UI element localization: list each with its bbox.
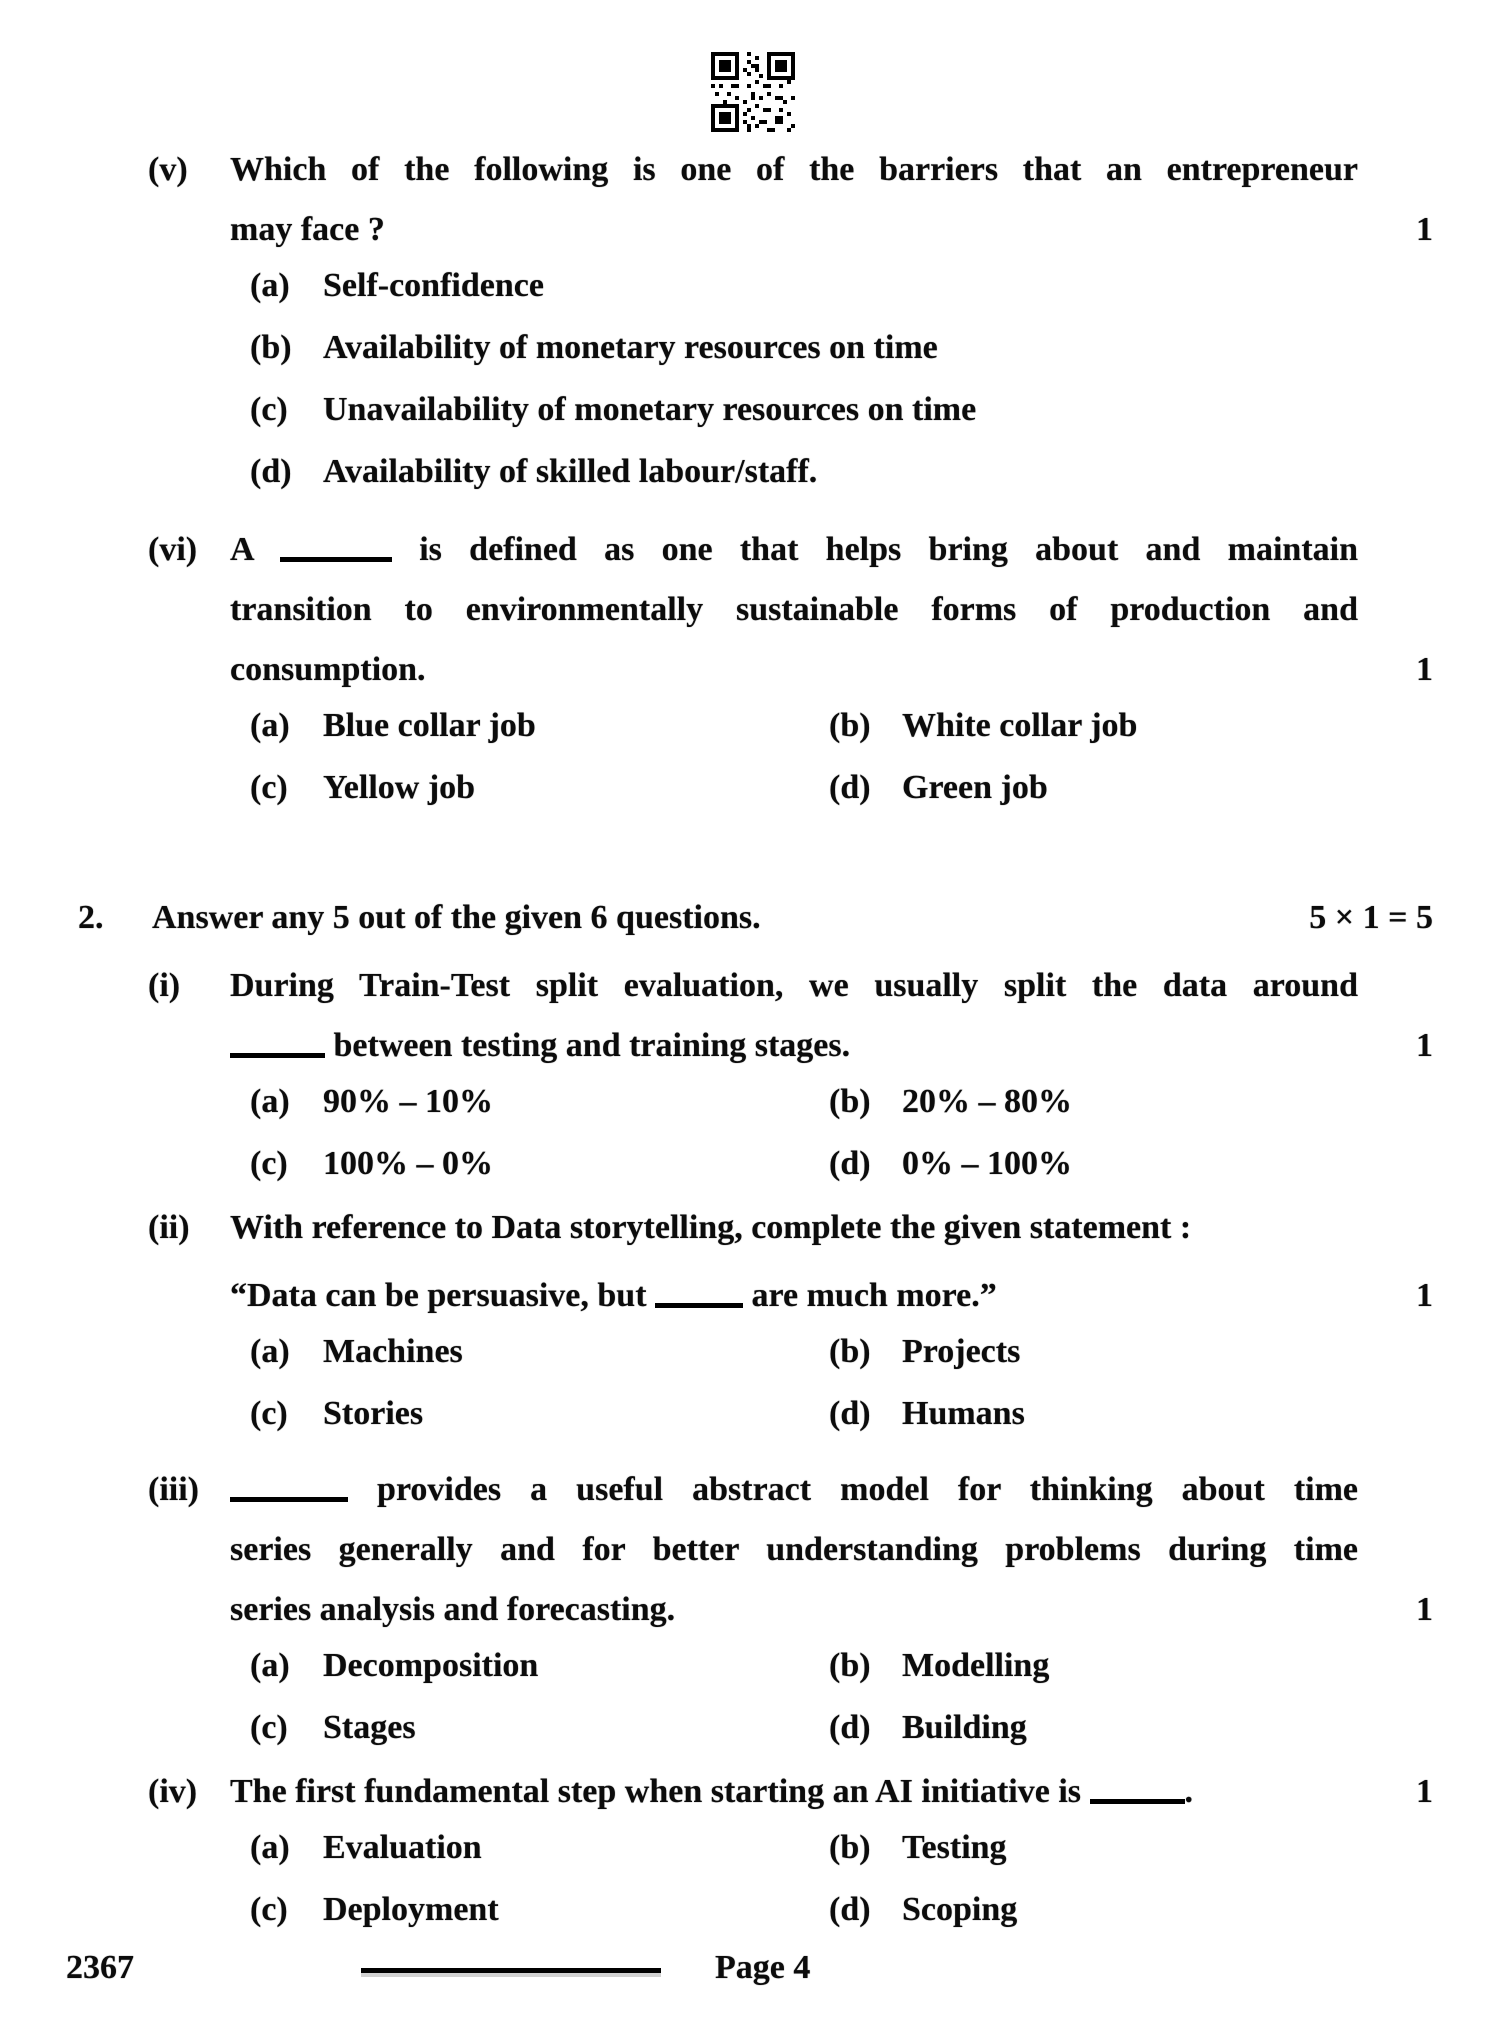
option-letter: (a): [250, 267, 290, 304]
blank-line: [1090, 1799, 1185, 1804]
option-item: [250, 1144, 829, 1184]
question-text-segment: between testing and training stages.: [333, 1027, 851, 1064]
question-body: [230, 1198, 1433, 1434]
option-text: Self-confidence: [323, 267, 544, 304]
section-instruction: Answer any 5 out of the given 6 questions.: [152, 899, 761, 936]
page-number: Page 4: [715, 1949, 811, 1986]
option-text: Humans: [902, 1395, 1025, 1432]
blank-line: [655, 1303, 743, 1308]
option-letter: (c): [250, 1395, 288, 1432]
option-letter: (c): [250, 1891, 288, 1928]
option-text: Testing: [902, 1829, 1007, 1866]
question-body: [230, 956, 1433, 1184]
question-text-segment: is defined as one that helps bring about and maintain: [419, 531, 1358, 568]
marks-value: 1: [1416, 651, 1433, 688]
option-item: [829, 1828, 1433, 1868]
option-letter: (a): [250, 707, 290, 744]
option-letter: (d): [829, 1891, 871, 1928]
question-text: [230, 1762, 1358, 1822]
section-number: 2.: [78, 899, 104, 936]
option-item: [829, 1708, 1433, 1748]
question-text: With reference to Data storytelling, complete the given statement : “Data can be persuasive, but are much more.”: [230, 1209, 1192, 1314]
question-text-segment: .: [1184, 1773, 1193, 1810]
question-2-iii: [0, 1460, 1505, 1748]
marks-value: 1: [1416, 1277, 1433, 1314]
question-vi: [0, 520, 1505, 808]
option-text: Deployment: [323, 1891, 499, 1928]
options-grid: [250, 1646, 1433, 1748]
option-letter: (c): [250, 1709, 288, 1746]
question-text: provides a useful abstract model for thinking about time series generally and for better understanding problems during time series analysis and forecasting.: [230, 1471, 1359, 1628]
marks-value: 1: [1416, 1773, 1433, 1810]
page-footer: [0, 1944, 1505, 1996]
option-item: [250, 1890, 829, 1930]
option-text: White collar job: [902, 707, 1138, 744]
option-item: [829, 1394, 1433, 1434]
option-item: [250, 706, 829, 746]
question-body: [230, 140, 1433, 492]
option-letter: (b): [829, 1647, 871, 1684]
option-text: 90% – 10%: [323, 1083, 493, 1120]
option-item: [829, 1332, 1433, 1372]
option-letter: (a): [250, 1829, 290, 1866]
question-text-segment: A: [230, 531, 253, 568]
marks-value: 1: [1416, 1591, 1433, 1628]
option-letter: (b): [829, 1083, 871, 1120]
option-text: Blue collar job: [323, 707, 536, 744]
question-text-segment: provides a useful abstract model for thinking about time: [377, 1471, 1359, 1508]
question-text-segment: are much more.”: [751, 1277, 997, 1314]
option-letter: (b): [829, 1829, 871, 1866]
marks-value: 1: [1416, 1027, 1433, 1064]
question-v: [0, 140, 1505, 492]
question-text: A is defined as one that helps bring about and maintain transition to environmentally sustainable forms of production and consumption.: [230, 531, 1358, 688]
question-text-segment: The first fundamental step when starting an AI initiative is: [230, 1773, 1081, 1810]
option-text: Decomposition: [323, 1647, 539, 1684]
option-item: [250, 266, 1433, 306]
option-item: [250, 768, 829, 808]
question-body: [230, 1762, 1433, 1930]
option-letter: (a): [250, 1083, 290, 1120]
section-2-header: [0, 888, 1505, 948]
option-text: 20% – 80%: [902, 1083, 1072, 1120]
question-2-i: [0, 956, 1505, 1184]
option-text: 100% – 0%: [323, 1145, 493, 1182]
option-item: [829, 1082, 1433, 1122]
blank-line: [280, 557, 392, 562]
options-grid: [250, 1332, 1433, 1434]
option-letter: (a): [250, 1647, 290, 1684]
option-text: Availability of skilled labour/staff.: [323, 453, 818, 490]
question-body: [230, 520, 1433, 808]
marks-value: 1: [1416, 211, 1433, 248]
option-item: [250, 1394, 829, 1434]
option-letter: (c): [250, 1145, 288, 1182]
option-item: [250, 1646, 829, 1686]
option-text: Yellow job: [323, 769, 476, 806]
question-number: (vi): [148, 531, 198, 568]
question-2-iv: [0, 1762, 1505, 1930]
option-item: [250, 390, 1433, 430]
options-grid: [250, 1082, 1433, 1184]
footer-rule: [361, 1968, 661, 1973]
option-text: Evaluation: [323, 1829, 482, 1866]
option-item: [829, 706, 1433, 746]
option-text: Green job: [902, 769, 1048, 806]
option-item: [829, 1890, 1433, 1930]
options-list: [250, 266, 1433, 492]
option-text: Projects: [902, 1333, 1021, 1370]
option-item: [250, 1082, 829, 1122]
question-number: (iv): [148, 1773, 198, 1810]
option-text: Scoping: [902, 1891, 1018, 1928]
option-letter: (d): [829, 1395, 871, 1432]
option-item: [250, 1332, 829, 1372]
option-item: [829, 768, 1433, 808]
question-body: [230, 1460, 1433, 1748]
option-letter: (c): [250, 391, 288, 428]
option-text: Stories: [323, 1395, 424, 1432]
option-item: [250, 328, 1433, 368]
question-number: (ii): [148, 1209, 190, 1246]
option-item: [250, 1828, 829, 1868]
option-text: Availability of monetary resources on time: [323, 329, 938, 366]
option-item: [250, 1708, 829, 1748]
option-letter: (b): [250, 329, 292, 366]
section-marks: 5 × 1 = 5: [1309, 899, 1433, 936]
question-2-ii: [0, 1198, 1505, 1434]
option-text: Modelling: [902, 1647, 1050, 1684]
paper-code: 2367: [66, 1949, 134, 1986]
option-item: [250, 452, 1433, 492]
option-letter: (d): [250, 453, 292, 490]
option-item: [829, 1646, 1433, 1686]
question-number: (i): [148, 967, 181, 1004]
option-text: Stages: [323, 1709, 416, 1746]
option-letter: (b): [829, 707, 871, 744]
option-item: [829, 1144, 1433, 1184]
option-text: Building: [902, 1709, 1027, 1746]
option-letter: (b): [829, 1333, 871, 1370]
options-grid: [250, 1828, 1433, 1930]
question-text-segment: “Data can be persuasive, but: [230, 1277, 647, 1314]
option-letter: (d): [829, 1709, 871, 1746]
option-text: Machines: [323, 1333, 463, 1370]
blank-line: [230, 1497, 348, 1502]
qr-code-icon: [711, 52, 795, 132]
option-letter: (d): [829, 1145, 871, 1182]
question-number: (iii): [148, 1471, 199, 1508]
question-text: During Train-Test split evaluation, we usually split the data around between testing and training stages.: [230, 967, 1358, 1064]
question-number: (v): [148, 151, 188, 188]
option-text: 0% – 100%: [902, 1145, 1072, 1182]
blank-line: [230, 1053, 325, 1058]
question-text: Which of the following is one of the barriers that an entrepreneur may face ?: [230, 151, 1358, 248]
option-text: Unavailability of monetary resources on time: [323, 391, 977, 428]
option-letter: (a): [250, 1333, 290, 1370]
option-letter: (d): [829, 769, 871, 806]
qr-code-container: [0, 0, 1505, 134]
option-letter: (c): [250, 769, 288, 806]
options-grid: [250, 706, 1433, 808]
